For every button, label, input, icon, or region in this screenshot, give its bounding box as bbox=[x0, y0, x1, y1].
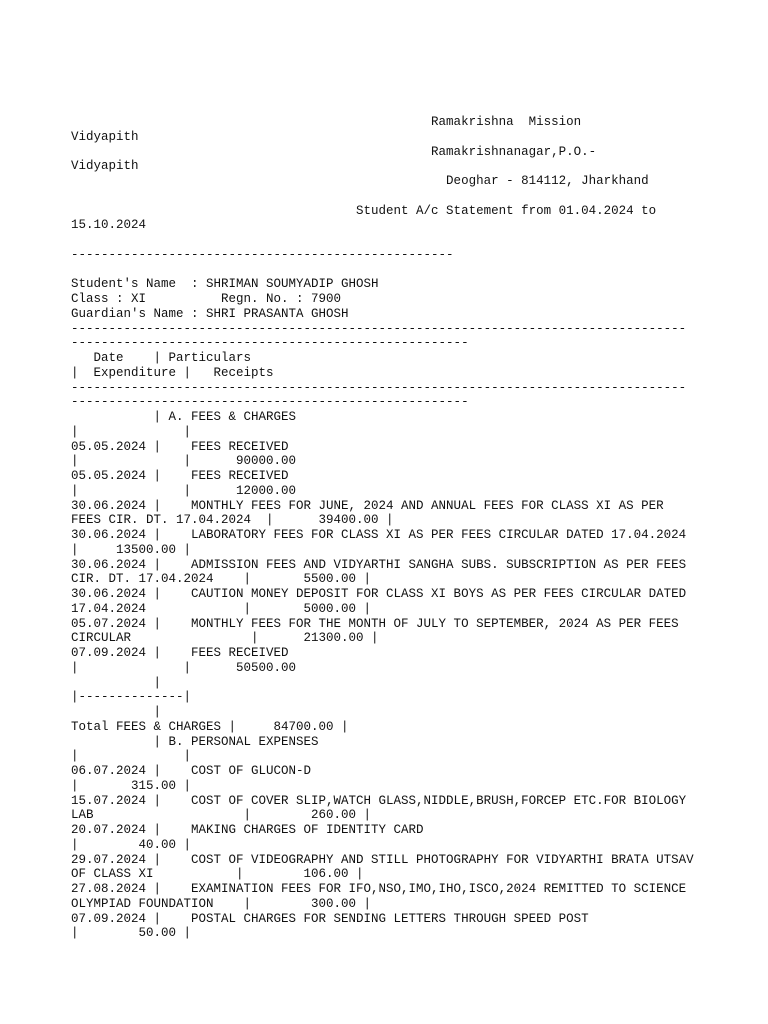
statement-line: CIRCULAR | 21300.00 | bbox=[71, 631, 379, 646]
statement-line: ----------------------------------------------------- bbox=[71, 336, 469, 351]
statement-line bbox=[71, 233, 711, 248]
statement-line: | 13500.00 | bbox=[71, 542, 192, 557]
statement-line: LAB | 260.00 | bbox=[71, 808, 372, 823]
statement-line: Guardian's Name : SHRI PRASANTA GHOSH bbox=[71, 306, 349, 321]
statement-line: Student A/c Statement from 01.04.2024 to bbox=[71, 203, 657, 218]
statement-line: | 50.00 | bbox=[71, 926, 192, 941]
statement-line: ---------------------------------------------------------------------------------- bbox=[71, 321, 687, 336]
statement-line: ----------------------------------------------------- bbox=[71, 395, 469, 410]
statement-line: Total FEES & CHARGES | 84700.00 | bbox=[71, 719, 349, 734]
statement-line: 15.07.2024 | COST OF COVER SLIP,WATCH GLASS,NIDDLE,BRUSH,FORCEP ETC.FOR BIOLOGY bbox=[71, 793, 687, 808]
statement-line: FEES CIR. DT. 17.04.2024 | 39400.00 | bbox=[71, 513, 394, 528]
statement-line: 30.06.2024 | MONTHLY FEES FOR JUNE, 2024 AND ANNUAL FEES FOR CLASS XI AS PER bbox=[71, 498, 664, 513]
statement-line: Vidyapith bbox=[71, 159, 139, 174]
statement-line: | Expenditure | Receipts bbox=[71, 365, 274, 380]
statement-line: OF CLASS XI | 106.00 | bbox=[71, 867, 364, 882]
statement-line: --------------------------------------------------- bbox=[71, 247, 454, 262]
statement-line: | | 90000.00 bbox=[71, 454, 297, 469]
statement-line: |--------------| bbox=[71, 690, 192, 705]
statement-line: 05.05.2024 | FEES RECEIVED bbox=[71, 439, 289, 454]
statement-line bbox=[71, 263, 711, 278]
statement-line: 29.07.2024 | COST OF VIDEOGRAPHY AND STILL PHOTOGRAPHY FOR VIDYARTHI BRATA UTSAV bbox=[71, 852, 694, 867]
statement-line: 17.04.2024 | 5000.00 | bbox=[71, 601, 372, 616]
statement-line: 07.09.2024 | FEES RECEIVED bbox=[71, 646, 289, 660]
statement-line: 30.06.2024 | CAUTION MONEY DEPOSIT FOR CLASS XI BOYS AS PER FEES CIRCULAR DATED bbox=[71, 587, 687, 601]
statement-line: | B. PERSONAL EXPENSES bbox=[71, 734, 319, 749]
statement-line: | | bbox=[71, 749, 192, 764]
account-statement bbox=[71, 115, 711, 941]
statement-line: 15.10.2024 bbox=[71, 218, 147, 233]
statement-line: 20.07.2024 | MAKING CHARGES OF IDENTITY CARD bbox=[71, 823, 424, 837]
statement-line: | 40.00 | bbox=[71, 837, 192, 852]
statement-line: Ramakrishna Mission bbox=[71, 115, 582, 129]
statement-line: | bbox=[71, 675, 162, 690]
statement-line: CIR. DT. 17.04.2024 | 5500.00 | bbox=[71, 572, 372, 587]
statement-line: | A. FEES & CHARGES bbox=[71, 410, 297, 424]
statement-line: Vidyapith bbox=[71, 129, 139, 144]
statement-line bbox=[71, 189, 711, 204]
statement-line: | 315.00 | bbox=[71, 778, 192, 793]
statement-line: 05.07.2024 | MONTHLY FEES FOR THE MONTH OF JULY TO SEPTEMBER, 2024 AS PER FEES bbox=[71, 616, 679, 631]
statement-line: 30.06.2024 | LABORATORY FEES FOR CLASS XI AS PER FEES CIRCULAR DATED 17.04.2024 bbox=[71, 528, 687, 542]
statement-line: Date | Particulars bbox=[71, 351, 252, 365]
statement-line: 27.08.2024 | EXAMINATION FEES FOR IFO,NSO,IMO,IHO,ISCO,2024 REMITTED TO SCIENCE bbox=[71, 882, 687, 896]
statement-line: | | 12000.00 bbox=[71, 483, 297, 498]
statement-line: 05.05.2024 | FEES RECEIVED bbox=[71, 469, 289, 483]
statement-line: 06.07.2024 | COST OF GLUCON-D bbox=[71, 764, 312, 778]
statement-line: ---------------------------------------------------------------------------------- bbox=[71, 380, 687, 395]
statement-line: | | bbox=[71, 424, 192, 439]
statement-line: | bbox=[71, 705, 162, 719]
statement-line: 30.06.2024 | ADMISSION FEES AND VIDYARTHI SANGHA SUBS. SUBSCRIPTION AS PER FEES bbox=[71, 557, 687, 572]
statement-line: Deoghar - 814112, Jharkhand bbox=[71, 174, 649, 188]
statement-line: Student's Name : SHRIMAN SOUMYADIP GHOSH bbox=[71, 277, 379, 292]
statement-line: Ramakrishnanagar,P.O.- bbox=[71, 144, 597, 159]
statement-line: 07.09.2024 | POSTAL CHARGES FOR SENDING LETTERS THROUGH SPEED POST bbox=[71, 911, 589, 926]
statement-line: | | 50500.00 bbox=[71, 660, 297, 675]
statement-line: Class : XI Regn. No. : 7900 bbox=[71, 292, 342, 306]
statement-line: OLYMPIAD FOUNDATION | 300.00 | bbox=[71, 896, 372, 911]
